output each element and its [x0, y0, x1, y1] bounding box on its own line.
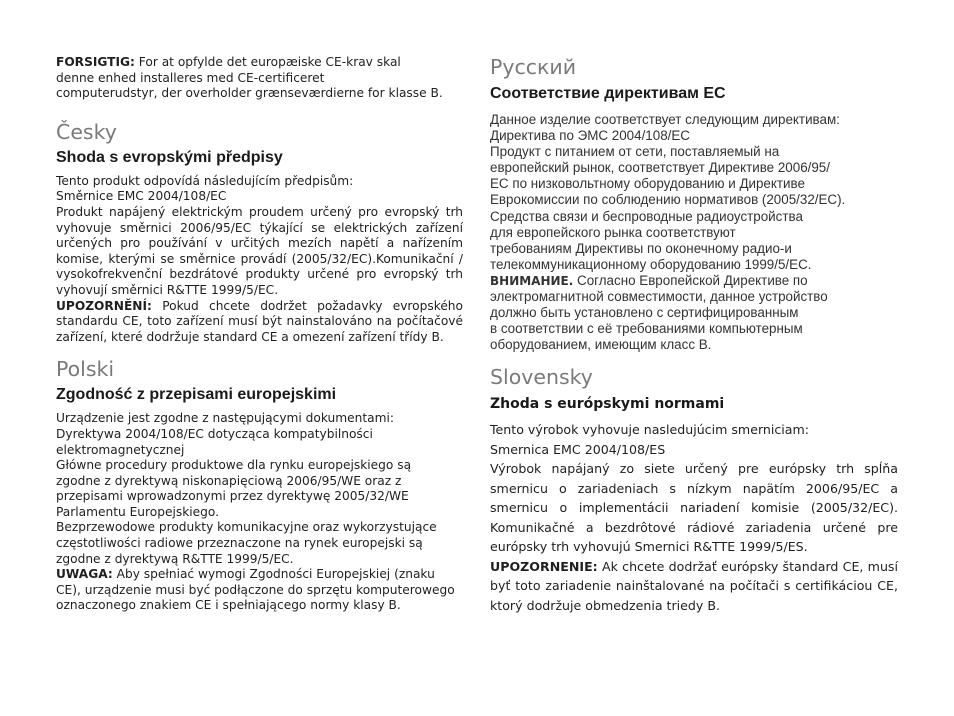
russian-warning-line-1: [490, 273, 898, 289]
polish-warning-text-1: Aby spełniać wymogi Zgodności Europejskiej (znaku: [112, 567, 435, 582]
slovak-warning: [490, 557, 898, 616]
russian-line-2: Директива по ЭМС 2004/108/ЕС: [490, 128, 690, 144]
russian-line-10: телекоммуникационному оборудованию 1999/5/ЕС.: [490, 256, 812, 272]
russian-line-7: Средства связи и беспроводные радиоустройства: [490, 208, 803, 224]
danish-caution-line-2: denne enhed installeres med CE-certificeret: [56, 70, 325, 85]
czech-section: [56, 120, 463, 346]
czech-line-2: Směrnice EMC 2004/108/EC: [56, 189, 227, 204]
slovak-section: [490, 365, 898, 615]
polish-line-8: Bezprzewodowe produkty komunikacyjne oraz wykorzystujące: [56, 520, 437, 535]
russian-subtitle: Соответствие директивам ЕС: [490, 85, 726, 102]
danish-caution: [56, 55, 463, 102]
polish-line-3: elektromagnetycznej: [56, 442, 185, 457]
czech-paragraph: Produkt napájený elektrickým proudem určený pro evropský trh vyhovuje směrnici 2006/95/EC týkající se elektrických zařízení určených pro používání v určitých mezích napětí a nařízením komise, kterými se směrnice provádí (2005/32/EC).Komunikační / vysokofrekvenční bezdrátové produkty určené pro evropský trh vyhovují směrnici R&TTE 1999/5/EC.: [56, 204, 463, 297]
slovak-warning-text: Ak chcete dodržať európsky štandard CE, musí byť toto zariadenie nainštalované na počítači s certifikáciou CE, ktorý dodržuje obmedzenia triedy B.: [490, 558, 898, 613]
russian-line-3: Продукт с питанием от сети, поставляемый на: [490, 144, 780, 160]
russian-title: Русский: [490, 55, 577, 79]
russian-section: [490, 55, 898, 353]
slovak-warning-label: UPOZORNENIE:: [490, 558, 598, 574]
russian-line-6: Еврокомиссии по соблюдению нормативов (2005/32/EC).: [490, 192, 846, 208]
polish-title: Polski: [56, 357, 115, 382]
polish-warning-line-1: [56, 567, 463, 583]
slovak-title: Slovensky: [490, 365, 593, 390]
russian-line-4: европейский рынок, соответствует Директиве 2006/95/: [490, 160, 830, 176]
czech-warning-label: UPOZORNĚNÍ:: [56, 298, 152, 313]
slovak-line-2: Smernica EMC 2004/108/ES: [490, 441, 666, 457]
slovak-paragraph: Výrobok napájaný zo siete určený pre európsky trh spĺňa smernicu o zariadeniach s nízkym napätím 2006/95/EC a smernicu o implementácii nariadení komisie (2005/32/EC). Komunikačné a bezdrôtové rádiové zariadenia určené pre európsky trh vyhovujú Smernici R&TTE 1999/5/ES.: [490, 461, 898, 555]
right-column: [490, 55, 898, 615]
russian-line-8: для европейского рынка соответствуют: [490, 224, 736, 240]
polish-warning-line-3: oznaczonego znakiem CE i spełniającego normy klasy B.: [56, 598, 401, 613]
danish-caution-line-3: computerudstyr, der overholder grænseværdierne for klasse B.: [56, 86, 443, 101]
danish-caution-text-1: For at opfylde det europæiske CE-krav skal: [138, 55, 401, 69]
russian-line-1: Данное изделие соответствует следующим директивам:: [490, 112, 840, 127]
czech-warning-text: Pokud chcete dodržet požadavky evropského standardu CE, toto zařízení musí být nainstalováno na počítačové zařízení, které dodržuje standard CE a omezení zařízení třídy B.: [56, 298, 463, 344]
russian-line-5: ЕС по низковольтному оборудованию и Директиве: [490, 176, 805, 192]
polish-warning-line-2: CE), urządzenie musi być podłączone do sprzętu komputerowego: [56, 582, 455, 597]
left-column: [56, 55, 463, 614]
czech-line-1: Tento produkt odpovídá následujícím předpisům:: [56, 173, 354, 188]
danish-caution-label: FORSIGTIG:: [56, 55, 135, 69]
russian-warning-line-3: должно быть установлено с сертифицированным: [490, 305, 799, 321]
russian-warning-label: ВНИМАНИЕ.: [490, 273, 574, 288]
czech-subtitle: Shoda s evropskými předpisy: [56, 148, 283, 166]
polish-line-6: przepisami wprowadzonymi przez dyrektywę 2005/32/WE: [56, 489, 409, 504]
polish-line-5: zgodne z dyrektywą niskonapięciową 2006/95/WE oraz z: [56, 473, 402, 488]
russian-line-9: требованиям Директивы по оконечному радио-и: [490, 240, 792, 256]
polish-section: [56, 357, 463, 614]
polish-warning-label: UWAGA:: [56, 567, 113, 582]
polish-line-10: zgodne z dyrektywą R&TTE 1999/5/EC.: [56, 551, 294, 566]
danish-caution-line-1: [56, 55, 463, 71]
russian-warning-line-2: электромагнитной совместимости, данное устройство: [490, 289, 828, 305]
slovak-subtitle: Zhoda s európskymi normami: [490, 396, 725, 413]
russian-warning-line-4: в соответствии с её требованиями компьютерным: [490, 321, 803, 337]
polish-line-4: Główne procedury produktowe dla rynku europejskiego są: [56, 458, 412, 473]
polish-line-1: Urządzenie jest zgodne z następującymi dokumentami:: [56, 411, 394, 426]
polish-subtitle: Zgodność z przepisami europejskimi: [56, 386, 337, 404]
czech-title: Česky: [56, 119, 117, 144]
polish-line-7: Parlamentu Europejskiego.: [56, 504, 219, 519]
polish-line-9: częstotliwości radiowe przeznaczone na rynek europejski są: [56, 536, 423, 551]
slovak-line-1: Tento výrobok vyhovuje nasledujúcim smerniciam:: [490, 422, 810, 438]
czech-warning: [56, 299, 463, 346]
russian-warning-first: Согласно Европейской Директиве по: [573, 272, 808, 288]
russian-warning-line-5: оборудованием, имеющим класс B.: [490, 337, 712, 353]
polish-line-2: Dyrektywa 2004/108/EC dotycząca kompatybilności: [56, 426, 373, 441]
